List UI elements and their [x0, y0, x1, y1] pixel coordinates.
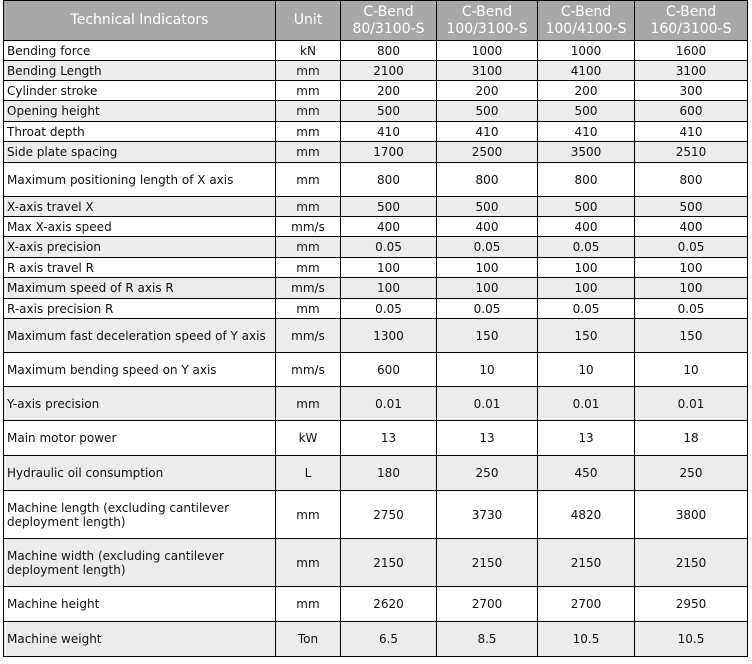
header-model-1-line-2: 80/3100-S	[352, 20, 425, 37]
row-name: Side plate spacing	[4, 142, 276, 163]
table-row	[4, 456, 748, 491]
row-value-model-4: 3800	[635, 491, 748, 539]
table-body	[4, 41, 748, 657]
row-value-model-2: 800	[437, 163, 538, 197]
row-value-model-3: 410	[538, 122, 635, 142]
row-value-model-4: 300	[635, 81, 748, 101]
row-value-model-2: 3100	[437, 61, 538, 81]
row-value-model-4: 2150	[635, 539, 748, 587]
row-name: Machine length (excluding cantilever deployment length)	[4, 491, 276, 539]
row-unit: mm/s	[276, 278, 341, 299]
row-value-model-3: 3500	[538, 142, 635, 163]
row-value-model-4: 410	[635, 122, 748, 142]
row-value-model-3: 10.5	[538, 622, 635, 657]
row-value-model-4: 18	[635, 421, 748, 456]
row-value-model-4: 1600	[635, 41, 748, 61]
row-value-model-1: 0.05	[341, 299, 437, 319]
row-unit: kW	[276, 421, 341, 456]
table-row	[4, 122, 748, 142]
header-model-3-line-2: 100/4100-S	[545, 20, 627, 37]
row-value-model-2: 13	[437, 421, 538, 456]
row-name: Machine weight	[4, 622, 276, 657]
header-model-1	[341, 1, 437, 41]
spec-table-container	[3, 0, 748, 657]
row-value-model-2: 100	[437, 278, 538, 299]
row-value-model-3: 10	[538, 353, 635, 387]
header-model-3-line-1: C-Bend	[560, 3, 612, 20]
row-unit: mm	[276, 163, 341, 197]
header-unit: Unit	[276, 1, 341, 41]
table-row	[4, 197, 748, 217]
row-value-model-1: 2620	[341, 587, 437, 622]
row-name: Cylinder stroke	[4, 81, 276, 101]
header-indicator: Technical Indicators	[4, 1, 276, 41]
row-value-model-1: 2150	[341, 539, 437, 587]
row-unit: mm/s	[276, 353, 341, 387]
header-model-2-line-1: C-Bend	[461, 3, 513, 20]
row-unit: mm	[276, 142, 341, 163]
row-value-model-3: 4100	[538, 61, 635, 81]
row-unit: mm	[276, 122, 341, 142]
row-value-model-2: 1000	[437, 41, 538, 61]
header-model-3	[538, 1, 635, 41]
row-unit: mm	[276, 237, 341, 258]
table-row	[4, 421, 748, 456]
table-row	[4, 61, 748, 81]
row-value-model-2: 0.05	[437, 299, 538, 319]
row-value-model-3: 2700	[538, 587, 635, 622]
header-model-4-line-2: 160/3100-S	[650, 20, 732, 37]
row-value-model-4: 0.01	[635, 387, 748, 421]
row-value-model-2: 8.5	[437, 622, 538, 657]
row-value-model-3: 100	[538, 278, 635, 299]
row-name: X-axis precision	[4, 237, 276, 258]
table-row	[4, 622, 748, 657]
header-row	[4, 1, 748, 41]
row-unit: L	[276, 456, 341, 491]
row-name: Maximum speed of R axis R	[4, 278, 276, 299]
row-value-model-1: 2750	[341, 491, 437, 539]
row-value-model-3: 500	[538, 101, 635, 122]
table-row	[4, 587, 748, 622]
row-value-model-3: 200	[538, 81, 635, 101]
row-value-model-3: 150	[538, 319, 635, 353]
table-row	[4, 217, 748, 237]
row-unit: Ton	[276, 622, 341, 657]
row-value-model-4: 2510	[635, 142, 748, 163]
row-value-model-2: 0.01	[437, 387, 538, 421]
row-unit: mm	[276, 587, 341, 622]
row-unit: mm	[276, 197, 341, 217]
row-name: Throat depth	[4, 122, 276, 142]
row-value-model-1: 0.01	[341, 387, 437, 421]
row-value-model-2: 400	[437, 217, 538, 237]
row-value-model-1: 0.05	[341, 237, 437, 258]
row-value-model-3: 800	[538, 163, 635, 197]
row-name: Machine width (excluding cantilever deployment length)	[4, 539, 276, 587]
row-value-model-3: 100	[538, 258, 635, 278]
table-row	[4, 387, 748, 421]
row-unit: mm	[276, 81, 341, 101]
row-value-model-2: 3730	[437, 491, 538, 539]
row-value-model-3: 13	[538, 421, 635, 456]
row-value-model-2: 2150	[437, 539, 538, 587]
row-value-model-3: 0.05	[538, 237, 635, 258]
row-value-model-1: 180	[341, 456, 437, 491]
row-value-model-1: 100	[341, 278, 437, 299]
row-name: X-axis travel X	[4, 197, 276, 217]
row-value-model-4: 500	[635, 197, 748, 217]
row-value-model-4: 2950	[635, 587, 748, 622]
table-row	[4, 142, 748, 163]
row-unit: mm	[276, 387, 341, 421]
row-value-model-2: 410	[437, 122, 538, 142]
row-unit: mm/s	[276, 217, 341, 237]
row-value-model-3: 4820	[538, 491, 635, 539]
row-value-model-3: 0.05	[538, 299, 635, 319]
table-row	[4, 278, 748, 299]
row-value-model-3: 400	[538, 217, 635, 237]
row-value-model-3: 450	[538, 456, 635, 491]
row-value-model-2: 150	[437, 319, 538, 353]
row-name: R axis travel R	[4, 258, 276, 278]
table-row	[4, 319, 748, 353]
row-value-model-2: 100	[437, 258, 538, 278]
row-value-model-4: 400	[635, 217, 748, 237]
table-row	[4, 491, 748, 539]
row-unit: mm	[276, 539, 341, 587]
row-value-model-4: 100	[635, 258, 748, 278]
row-value-model-2: 10	[437, 353, 538, 387]
row-name: Bending force	[4, 41, 276, 61]
row-value-model-1: 100	[341, 258, 437, 278]
row-unit: mm	[276, 61, 341, 81]
row-value-model-1: 1700	[341, 142, 437, 163]
header-model-1-line-1: C-Bend	[363, 3, 414, 20]
header-model-4	[635, 1, 748, 41]
header-model-2-line-2: 100/3100-S	[446, 20, 528, 37]
row-value-model-4: 800	[635, 163, 748, 197]
row-value-model-4: 0.05	[635, 299, 748, 319]
row-value-model-1: 800	[341, 41, 437, 61]
row-value-model-1: 410	[341, 122, 437, 142]
row-value-model-4: 250	[635, 456, 748, 491]
row-name: Max X-axis speed	[4, 217, 276, 237]
row-value-model-2: 200	[437, 81, 538, 101]
header-model-2	[437, 1, 538, 41]
row-value-model-2: 0.05	[437, 237, 538, 258]
table-row	[4, 101, 748, 122]
row-name: Maximum fast deceleration speed of Y axis	[4, 319, 276, 353]
row-unit: kN	[276, 41, 341, 61]
row-value-model-4: 3100	[635, 61, 748, 81]
row-value-model-3: 500	[538, 197, 635, 217]
table-row	[4, 353, 748, 387]
row-value-model-3: 0.01	[538, 387, 635, 421]
table-row	[4, 41, 748, 61]
table-row	[4, 163, 748, 197]
row-value-model-2: 2700	[437, 587, 538, 622]
row-value-model-1: 500	[341, 101, 437, 122]
row-name: Main motor power	[4, 421, 276, 456]
row-value-model-2: 2500	[437, 142, 538, 163]
row-name: R-axis precision R	[4, 299, 276, 319]
row-value-model-4: 150	[635, 319, 748, 353]
table-row	[4, 237, 748, 258]
row-unit: mm	[276, 299, 341, 319]
row-name: Maximum bending speed on Y axis	[4, 353, 276, 387]
row-value-model-4: 0.05	[635, 237, 748, 258]
row-value-model-1: 600	[341, 353, 437, 387]
row-unit: mm	[276, 258, 341, 278]
header-model-4-line-1: C-Bend	[665, 3, 717, 20]
row-value-model-2: 500	[437, 101, 538, 122]
row-value-model-1: 13	[341, 421, 437, 456]
row-value-model-1: 2100	[341, 61, 437, 81]
table-row	[4, 258, 748, 278]
row-value-model-2: 500	[437, 197, 538, 217]
row-unit: mm/s	[276, 319, 341, 353]
row-name: Y-axis precision	[4, 387, 276, 421]
row-value-model-1: 400	[341, 217, 437, 237]
row-value-model-4: 100	[635, 278, 748, 299]
row-value-model-4: 600	[635, 101, 748, 122]
row-value-model-1: 200	[341, 81, 437, 101]
row-name: Maximum positioning length of X axis	[4, 163, 276, 197]
row-unit: mm	[276, 101, 341, 122]
row-name: Opening height	[4, 101, 276, 122]
row-name: Bending Length	[4, 61, 276, 81]
row-value-model-1: 800	[341, 163, 437, 197]
table-row	[4, 299, 748, 319]
row-name: Machine height	[4, 587, 276, 622]
table-header	[4, 1, 748, 41]
table-row	[4, 81, 748, 101]
row-value-model-1: 500	[341, 197, 437, 217]
row-value-model-1: 6.5	[341, 622, 437, 657]
row-value-model-4: 10.5	[635, 622, 748, 657]
row-unit: mm	[276, 491, 341, 539]
row-value-model-2: 250	[437, 456, 538, 491]
row-value-model-1: 1300	[341, 319, 437, 353]
row-name: Hydraulic oil consumption	[4, 456, 276, 491]
row-value-model-4: 10	[635, 353, 748, 387]
row-value-model-3: 2150	[538, 539, 635, 587]
row-value-model-3: 1000	[538, 41, 635, 61]
table-row	[4, 539, 748, 587]
spec-table	[3, 0, 748, 657]
